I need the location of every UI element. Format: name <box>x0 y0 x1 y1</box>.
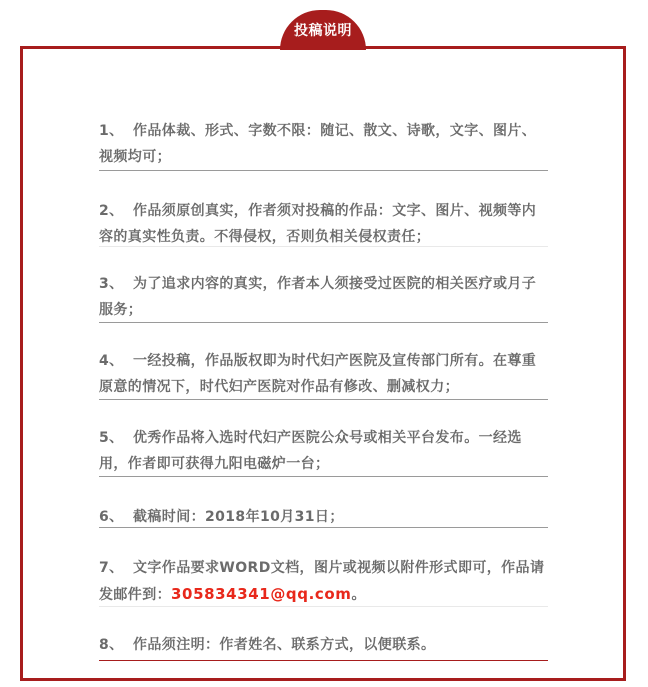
list-item <box>99 118 548 170</box>
item-text: 用，作者即可获得九阳电磁炉一台； <box>99 456 330 472</box>
list-item <box>99 425 548 477</box>
list-item <box>99 271 548 323</box>
email-link[interactable]: 305834341@qq.com <box>171 585 352 603</box>
item-text: 作品须原创真实，作者须对投稿的作品：文字、图片、视频等内 <box>133 203 537 219</box>
item-number: 2、 <box>99 203 124 219</box>
divider <box>99 399 548 400</box>
item-number: 5、 <box>99 430 124 446</box>
divider <box>99 246 548 247</box>
item-text: 服务； <box>99 302 143 318</box>
item-text: 作品须注明：作者姓名、联系方式，以便联系。 <box>133 637 436 653</box>
item-number: 1、 <box>99 123 124 139</box>
item-number: 4、 <box>99 353 124 369</box>
item-text: 作品体裁、形式、字数不限：随记、散文、诗歌，文字、图片、 <box>133 123 537 139</box>
list-item <box>99 198 548 250</box>
item-number: 8、 <box>99 637 124 653</box>
list-item <box>99 555 548 608</box>
list-item <box>99 632 548 658</box>
list-item <box>99 348 548 400</box>
item-text: 为了追求内容的真实，作者本人须接受过医院的相关医疗或月子 <box>133 276 537 292</box>
item-number: 7、 <box>99 560 124 576</box>
item-text: 一经投稿，作品版权即为时代妇产医院及宣传部门所有。在尊重 <box>133 353 537 369</box>
divider <box>99 170 548 171</box>
item-text: 容的真实性负责。不得侵权，否则负相关侵权责任； <box>99 229 431 245</box>
divider <box>99 660 548 661</box>
item-number: 3、 <box>99 276 124 292</box>
item-text: 文字作品要求WORD文档，图片或视频以附件形式即可，作品请 <box>133 560 545 576</box>
item-text: 发邮件到： <box>99 587 171 603</box>
page-title: 投稿说明 <box>294 23 352 39</box>
item-text: 截稿时间：2018年10月31日； <box>133 509 344 525</box>
item-text: 视频均可； <box>99 149 171 165</box>
item-text: 原意的情况下，时代妇产医院对作品有修改、删减权力； <box>99 379 459 395</box>
divider <box>99 322 548 323</box>
divider <box>99 606 548 607</box>
item-text: 。 <box>351 587 366 603</box>
item-number: 6、 <box>99 509 124 525</box>
divider <box>99 476 548 477</box>
item-text: 优秀作品将入选时代妇产医院公众号或相关平台发布。一经选 <box>133 430 522 446</box>
divider <box>99 527 548 528</box>
